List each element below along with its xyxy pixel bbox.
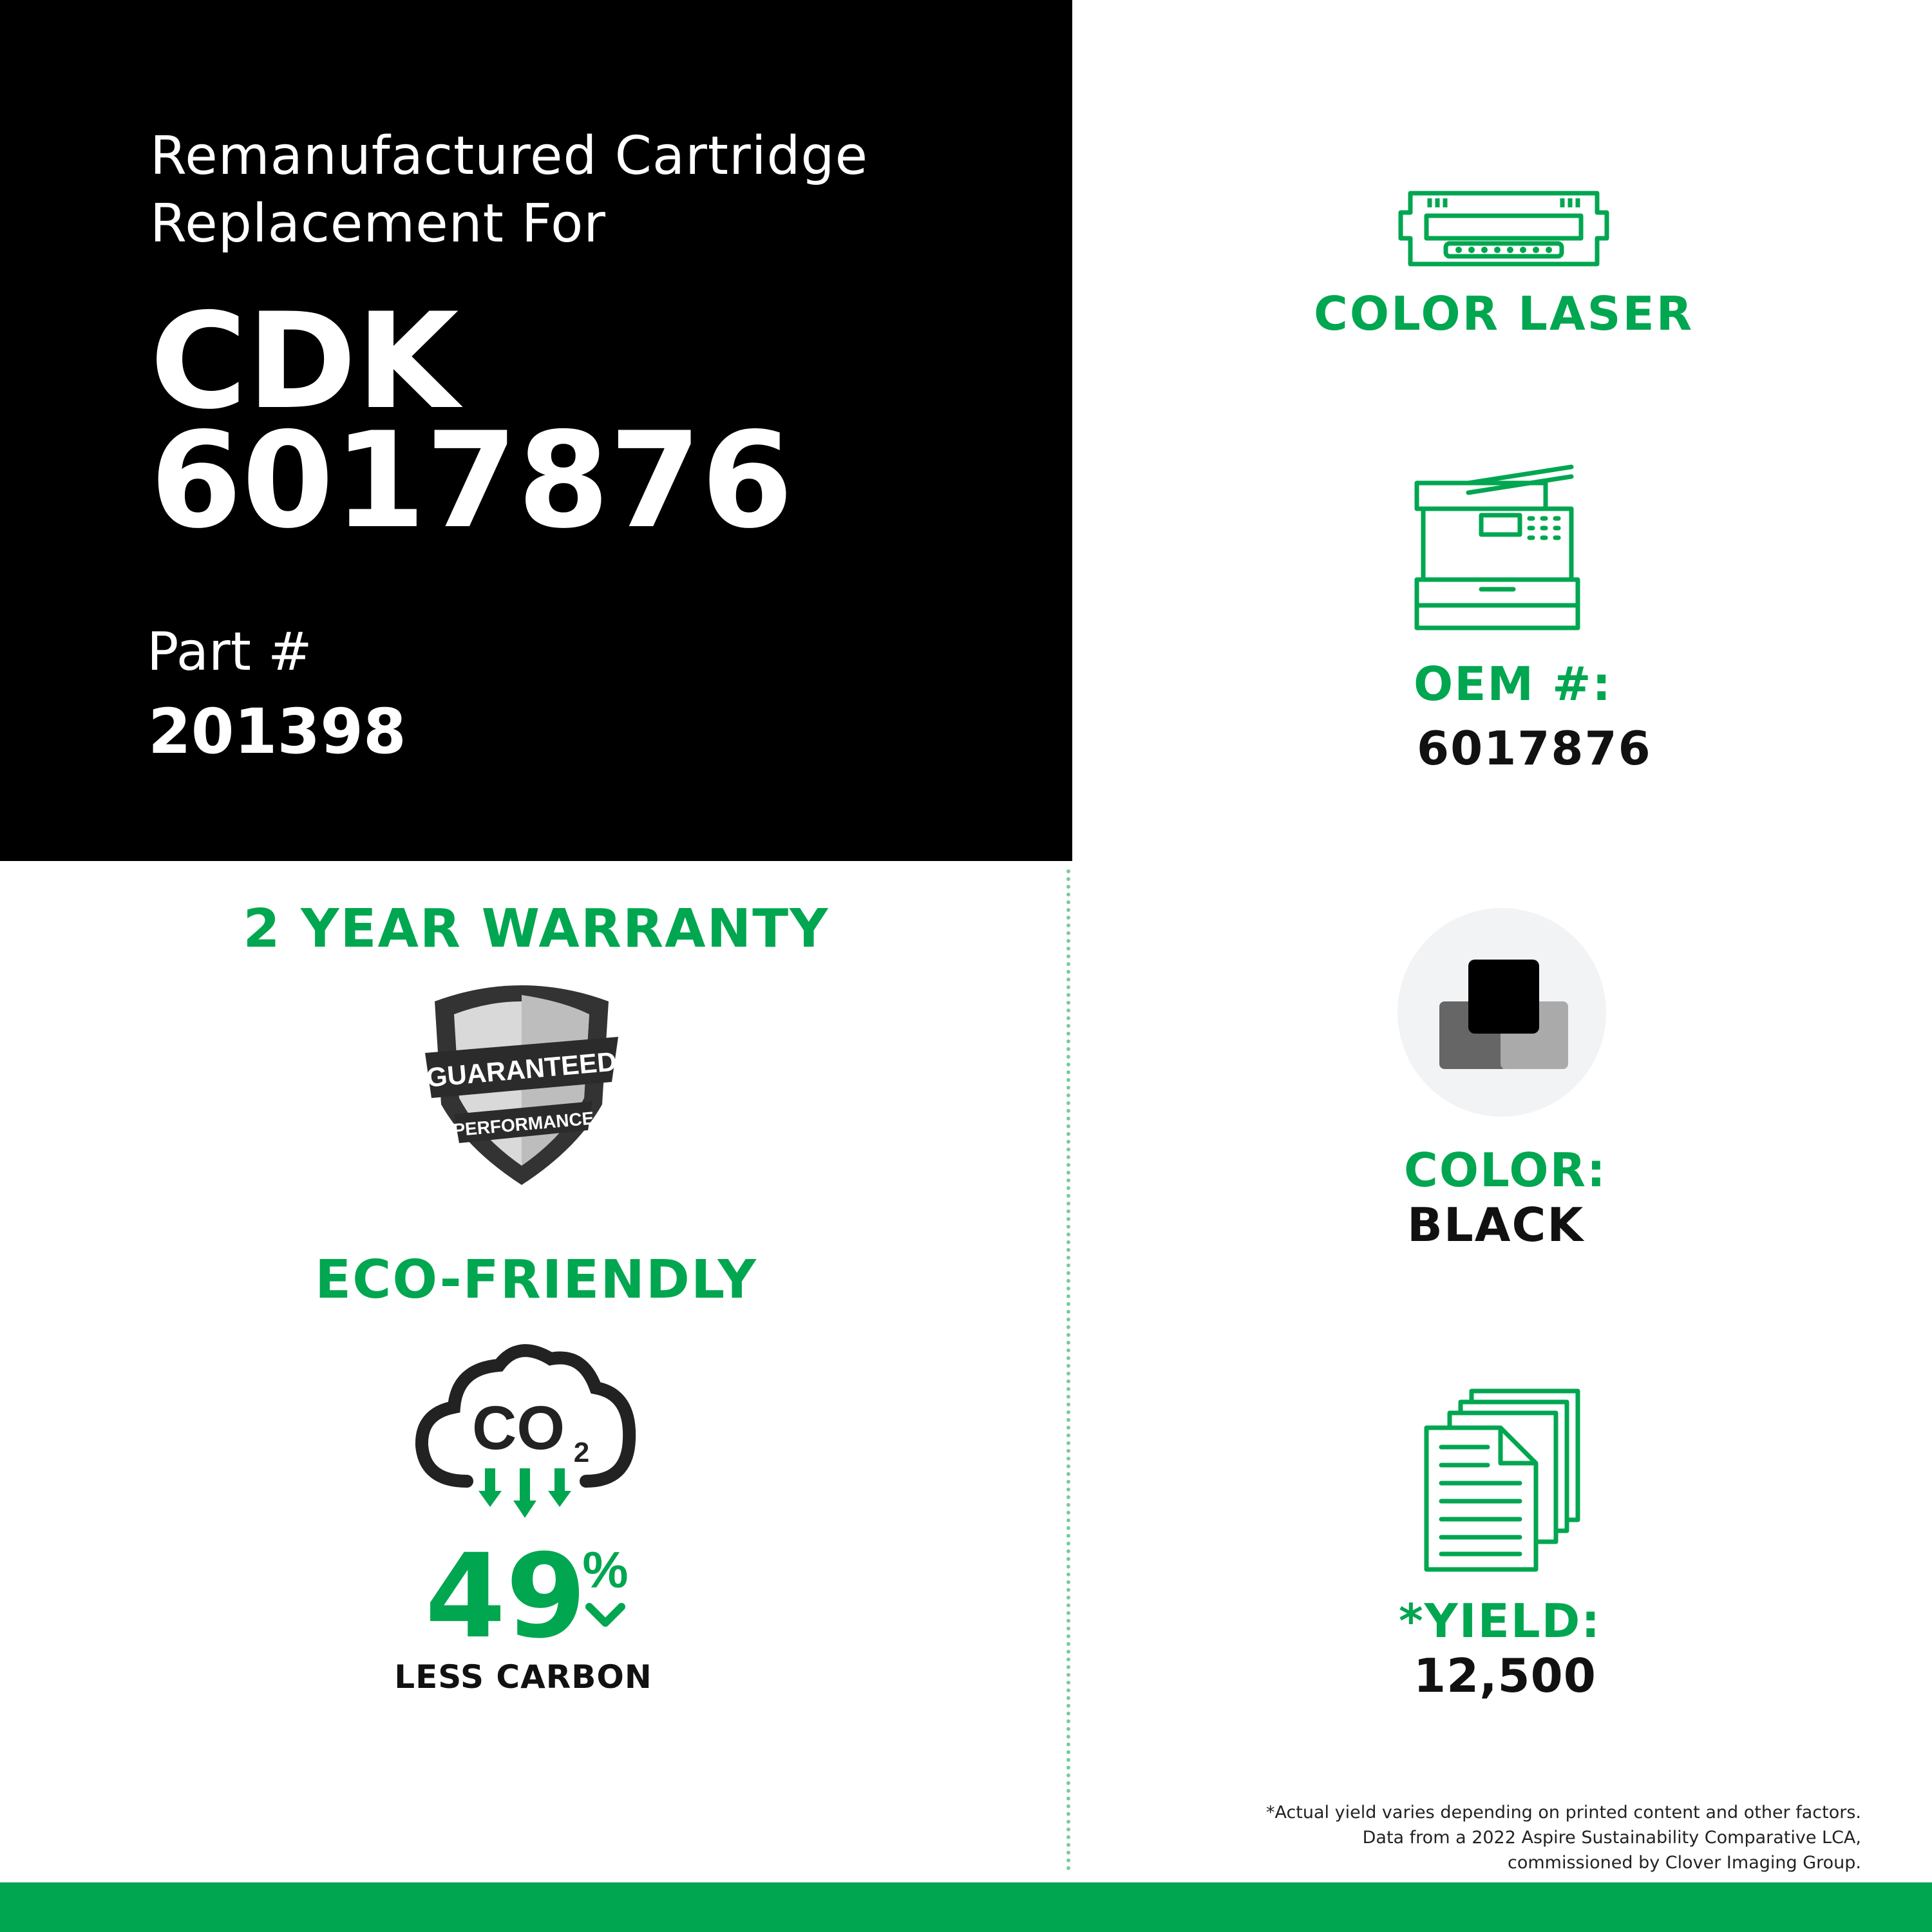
- page-stack-icon: [1423, 1388, 1584, 1575]
- part-label: Part #: [147, 621, 312, 683]
- oem-label: OEM #:: [1414, 657, 1613, 711]
- warranty-title: 2 YEAR WARRANTY: [243, 898, 829, 960]
- eco-percent: [425, 1530, 587, 1664]
- footer-bar: [0, 1882, 1932, 1932]
- co2-text: CO: [472, 1394, 565, 1463]
- model-number: 6017876: [150, 404, 793, 558]
- section-divider: [1066, 869, 1070, 1871]
- yield-label: *YIELD:: [1399, 1594, 1602, 1648]
- badge-text-top: GUARANTEED: [424, 1046, 618, 1093]
- part-number: 201398: [148, 696, 406, 768]
- color-value: BLACK: [1407, 1198, 1585, 1252]
- header-line-2: Replacement For: [150, 193, 606, 254]
- toner-cartridge-icon: [1397, 187, 1610, 270]
- printer-type: COLOR LASER: [1314, 287, 1694, 341]
- oem-value: 6017876: [1417, 721, 1652, 775]
- footnote-line-2: Data from a 2022 Aspire Sustainability Comparative LCA,: [1362, 1828, 1861, 1848]
- header-line-1: Remanufactured Cartridge: [150, 126, 869, 187]
- footnote-line-1: *Actual yield varies depending on printed content and other factors.: [1265, 1803, 1861, 1823]
- shield-icon: [415, 976, 628, 1188]
- color-label: COLOR:: [1404, 1143, 1607, 1197]
- eco-title: ECO-FRIENDLY: [315, 1249, 757, 1311]
- eco-percent-sign: %: [582, 1542, 629, 1598]
- yield-value: 12,500: [1414, 1649, 1596, 1703]
- badge-text-bottom: PERFORMANCE: [452, 1108, 595, 1141]
- footnote: [1088, 1800, 1861, 1875]
- percent-down-icon: [580, 1542, 631, 1639]
- eco-percent-value: 49: [425, 1530, 587, 1664]
- co2-cloud-icon: [409, 1343, 641, 1523]
- footnote-line-3: commissioned by Clover Imaging Group.: [1508, 1853, 1861, 1873]
- color-swatch-icon: [1397, 908, 1607, 1117]
- printer-icon: [1410, 464, 1584, 631]
- less-carbon-label: LESS CARBON: [394, 1658, 652, 1696]
- brand-name: CDK: [150, 285, 459, 439]
- co2-subscript: 2: [573, 1437, 590, 1468]
